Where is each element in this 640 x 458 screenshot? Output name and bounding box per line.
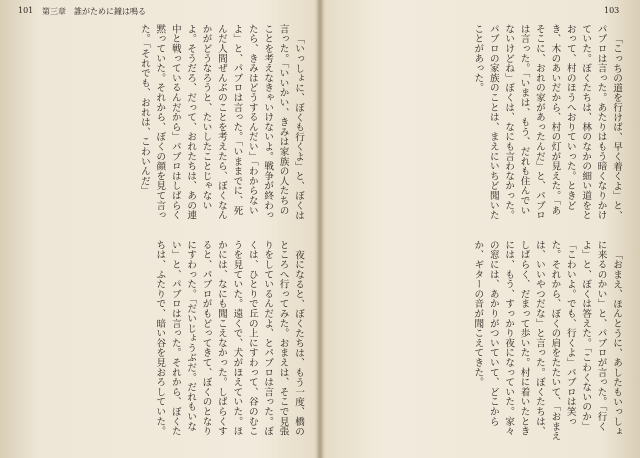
book-gutter (316, 0, 324, 458)
right-lower-column (334, 240, 624, 445)
right-upper-text: 「こっちの道を行けば、早く着くよ」と、パブロは言った。あたりはもう暗くなりかけていた。ぼくたちは、林のなかの細い道をとおって、村のほうへおりていった。ときどき、木のあいだから、村の灯が見えた。「あそこに、おれの家があったんだ」と、パブロは言った。「いまは、もう、だれも住んでいないけどね」ぼくは、なにも言わなかった。パブロの家族のことは、まえにいちど聞いたことがあった。 (472, 24, 622, 220)
right-upper-column (334, 24, 624, 224)
right-page-number: 103 (604, 6, 620, 15)
left-lower-column (16, 240, 306, 445)
left-running-head: 第三章 誰がために鐘は鳴る (42, 7, 146, 16)
right-lower-text: 「おまえ、ほんとうに、あしたもいっしょに来るのかい」と、パブロが言った。「行くよ」と、ぼくは答えた。「こわくないのか」「こわいよ。でも、行くよ」パブロは笑った。それから、ぼくの肩をたたいて、「おまえは、いいやつだな」と言った。ぼくたちは、しばらく、だまって歩いた。村に着いたときには、もう、すっかり夜になっていた。家々の窓には、あかりがついていて、どこからか、ギターの音が聞こえてきた。 (472, 240, 622, 441)
left-upper-text: 「いっしょに、ぼくも行くよ」と、ぼくは言った。「いいかい、きみは家族の人たちのことを考えなきゃいけないよ。戦争が終わったら、きみはどうするんだい」「わからないよ」と、パブロは言った。「いままでに、死んだ人間ぜんぶのことを考えたら、ぼくなんかがどうなろうと、たいしたことじゃないよ。そうだろ、だって、おれたちは、あの連中と戦っているんだから」パブロはしばらく黙っていた。それから、ぼくの顔を見て言った。「それでも、おれは、こわいんだ」 (138, 24, 304, 220)
left-lower-text: 夜になると、ぼくたちは、もう一度、橋のところへ行ってみた。おまえは、そこで見張りをしているんだよ、とパブロは言った。ぼくは、ひとりで丘の上にすわって、谷のむこうを見ていた。遠くで、犬がほえていた。ほかには、なにも聞こえなかった。しばらくすると、パブロがもどってきて、ぼくのとなりにすわった。「だいじょうぶだ。だれもいない」と、パブロは言った。それから、ぼくたちは、ふたりで、暗い谷を見おろしていた。 (154, 240, 304, 436)
left-page-number: 101 (18, 6, 34, 15)
left-upper-column (16, 24, 306, 224)
